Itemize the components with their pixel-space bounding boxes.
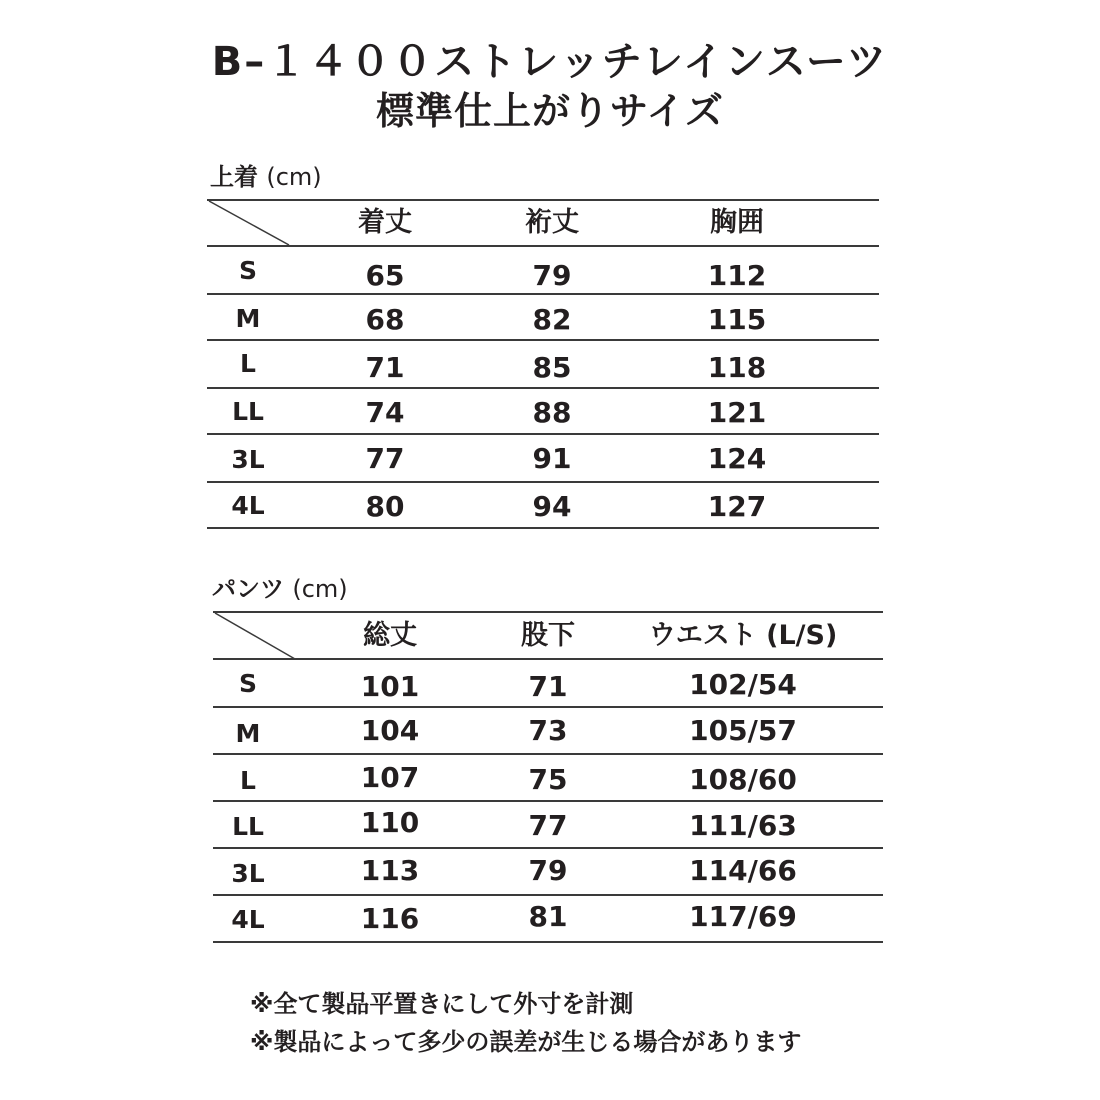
- table-cell: 111/63: [689, 809, 797, 842]
- table-rule: [207, 245, 879, 247]
- size-label: L: [240, 766, 256, 795]
- table-rule: [213, 611, 883, 613]
- table-cell: 113: [360, 854, 420, 887]
- table-cell: 105/57: [689, 714, 797, 747]
- table-cell: 74: [365, 396, 405, 429]
- note-line: ※製品によって多少の誤差が生じる場合があります: [250, 1028, 802, 1056]
- table-cell: 88: [532, 396, 572, 429]
- pants-section-label: [212, 577, 348, 601]
- column-header: ウエスト (L/S): [648, 620, 838, 651]
- size-label: 4L: [231, 491, 265, 520]
- table-rule: [213, 706, 883, 708]
- size-label: S: [238, 256, 257, 285]
- size-label: 3L: [231, 445, 265, 474]
- table-cell: 77: [528, 809, 568, 842]
- table-cell: 73: [528, 714, 568, 747]
- table-rule: [207, 433, 879, 435]
- table-cell: 82: [532, 303, 572, 336]
- table-cell: 71: [528, 670, 568, 703]
- note-line: ※全て製品平置きにして外寸を計測: [250, 990, 634, 1018]
- table-rule: [213, 753, 883, 755]
- size-label: LL: [232, 397, 264, 426]
- table-rule: [213, 941, 883, 943]
- pants-size-table: [213, 611, 883, 946]
- table-cell: 101: [360, 670, 420, 703]
- table-rule: [207, 481, 879, 483]
- table-rule: [213, 847, 883, 849]
- table-cell: 117/69: [689, 900, 797, 933]
- jacket-label: 上着: [210, 163, 258, 191]
- table-cell: 108/60: [689, 763, 797, 796]
- table-cell: 79: [528, 854, 568, 887]
- table-cell: 114/66: [689, 854, 797, 887]
- table-rule: [207, 199, 879, 201]
- size-label: 3L: [231, 859, 265, 888]
- table-rule: [207, 293, 879, 295]
- column-header: 着丈: [358, 207, 412, 238]
- table-cell: 75: [528, 763, 568, 796]
- pants-label: パンツ: [212, 575, 284, 603]
- size-label: S: [238, 669, 257, 698]
- notes: [250, 985, 801, 1061]
- size-label: M: [235, 304, 261, 333]
- jacket-section-label: [210, 165, 322, 189]
- table-cell: 124: [707, 442, 767, 475]
- jacket-size-table: [207, 199, 879, 532]
- table-cell: 71: [365, 351, 405, 384]
- size-label: 4L: [231, 905, 265, 934]
- column-header: 胸囲: [710, 207, 764, 238]
- column-header: 股下: [521, 620, 575, 651]
- table-cell: 104: [360, 714, 420, 747]
- table-cell: 107: [360, 761, 420, 794]
- table-rule: [213, 894, 883, 896]
- table-rule: [207, 339, 879, 341]
- table-cell: 110: [360, 806, 420, 839]
- column-header: 総丈: [363, 620, 417, 651]
- table-cell: 77: [365, 442, 405, 475]
- table-cell: 112: [707, 259, 767, 292]
- table-rule: [207, 387, 879, 389]
- table-cell: 65: [365, 259, 405, 292]
- table-cell: 68: [365, 303, 405, 336]
- page-subtitle: 標準仕上がりサイズ: [376, 89, 724, 133]
- header-diagonal-line: [213, 611, 303, 661]
- table-rule: [213, 800, 883, 802]
- table-cell: 118: [707, 351, 767, 384]
- table-rule: [213, 658, 883, 660]
- table-cell: 80: [365, 490, 405, 523]
- table-cell: 115: [707, 303, 767, 336]
- table-cell: 81: [528, 900, 568, 933]
- table-cell: 121: [707, 396, 767, 429]
- page-title: B–１４００ストレッチレインスーツ: [211, 39, 889, 85]
- jacket-unit: (cm): [266, 163, 322, 191]
- table-cell: 79: [532, 259, 572, 292]
- table-cell: 94: [532, 490, 572, 523]
- table-cell: 85: [532, 351, 572, 384]
- table-rule: [207, 527, 879, 529]
- column-header: 裄丈: [525, 207, 579, 238]
- table-cell: 116: [360, 902, 420, 935]
- table-cell: 127: [707, 490, 767, 523]
- pants-unit: (cm): [292, 575, 348, 603]
- header-diagonal-line: [207, 199, 297, 247]
- size-label: LL: [232, 812, 264, 841]
- table-cell: 91: [532, 442, 572, 475]
- size-label: L: [240, 349, 256, 378]
- table-cell: 102/54: [689, 668, 797, 701]
- size-label: M: [235, 719, 261, 748]
